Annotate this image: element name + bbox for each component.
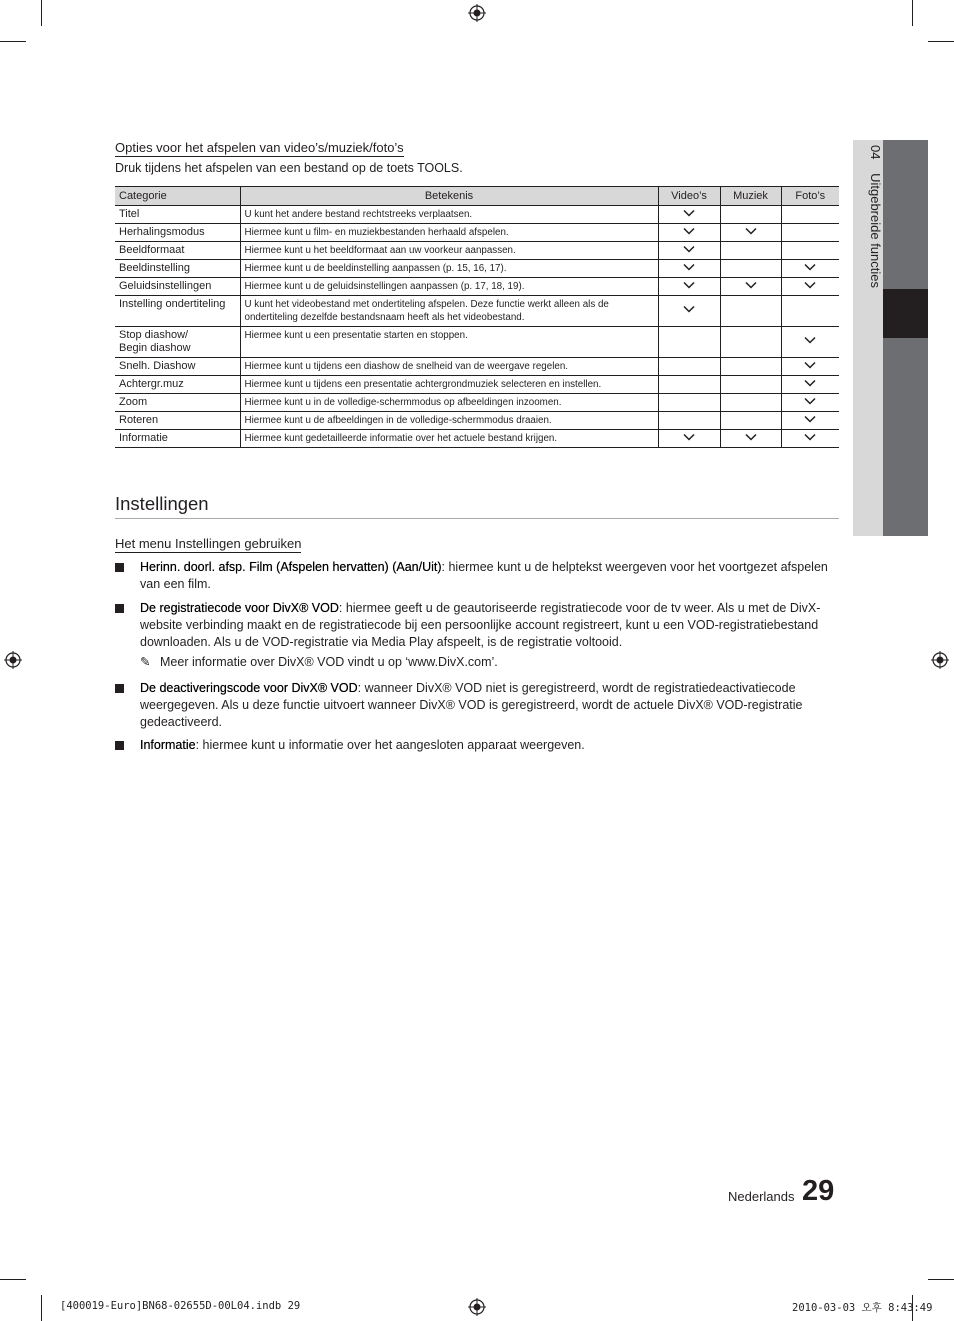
table-row [115,296,839,327]
list-item [115,600,839,651]
cell-photos [781,358,839,376]
check-icon [804,413,816,425]
cell-meaning: Hiermee kunt u de afbeeldingen in de volledige-schermmodus draaien. [240,412,658,430]
print-slug-date: 2010-03-03 오후 8:43:49 [792,1302,933,1314]
cell-category: Titel [115,206,240,224]
bullet-term: Informatie [140,738,196,752]
table-header-row [115,187,839,206]
list-item [115,559,839,593]
chapter-title: Uitgebreide functies [868,173,883,288]
cell-videos [658,394,720,412]
check-icon [683,303,695,315]
column-header-music: Muziek [720,187,781,206]
cell-videos [658,358,720,376]
check-icon [745,431,757,443]
cell-meaning: Hiermee kunt u een presentatie starten en stoppen. [240,327,658,358]
bullet-square-icon [115,684,124,693]
cell-meaning: U kunt het videobestand met ondertiteling afspelen. Deze functie werkt alleen als de ondertiteling dezelfde bestandsnaam heeft als het videobestand. [240,296,658,327]
pencil-note-icon: ✎ [140,655,151,669]
bullet-square-icon [115,563,124,572]
cell-photos [781,430,839,448]
options-table [115,186,839,448]
crop-mark [0,1279,26,1280]
cell-category: Beeldinstelling [115,260,240,278]
bullet-text: : hiermee kunt u informatie over het aangesloten apparaat weergeven. [195,738,585,752]
cell-music [720,242,781,260]
cell-photos [781,412,839,430]
cell-music [720,376,781,394]
cell-videos [658,224,720,242]
cell-category: Stop diashow/ Begin diashow [115,327,240,358]
bullet-text: : hiermee kunt u de helptekst weergeven voor het voortgezet afspelen van een film. [140,560,828,591]
cell-videos [658,412,720,430]
cell-category: Roteren [115,412,240,430]
cell-category: Herhalingsmodus [115,224,240,242]
cell-music [720,206,781,224]
check-icon [683,225,695,237]
table-row [115,206,839,224]
cell-photos [781,278,839,296]
settings-title: Instellingen [115,493,839,519]
cell-category: Instelling ondertiteling [115,296,240,327]
cell-music [720,224,781,242]
column-header-meaning: Betekenis [240,187,658,206]
check-icon [804,431,816,443]
cell-music [720,260,781,278]
cell-meaning: Hiermee kunt u de geluidsinstellingen aanpassen (p. 17, 18, 19). [240,278,658,296]
cell-meaning: Hiermee kunt u film- en muziekbestanden herhaald afspelen. [240,224,658,242]
table-row [115,358,839,376]
cell-music [720,327,781,358]
list-item [115,737,839,754]
list-item [115,680,839,731]
cell-videos [658,430,720,448]
table-row [115,430,839,448]
column-header-category: Categorie [115,187,240,206]
crop-mark [41,1295,42,1321]
settings-subheading: Het menu Instellingen gebruiken [115,536,302,551]
cell-music [720,278,781,296]
crop-mark [928,1279,954,1280]
column-header-photos: Foto’s [781,187,839,206]
table-row [115,242,839,260]
cell-photos [781,376,839,394]
table-row [115,224,839,242]
cell-music [720,394,781,412]
cell-photos [781,296,839,327]
cell-photos [781,242,839,260]
cell-videos [658,260,720,278]
crop-mark [41,0,42,26]
check-icon [804,395,816,407]
print-slug-file: [400019-Euro]BN68-02655D-00L04.indb 29 [60,1300,301,1312]
cell-photos [781,206,839,224]
check-icon [683,243,695,255]
crop-mark [928,41,954,42]
check-icon [804,334,816,346]
cell-photos [781,260,839,278]
table-row [115,394,839,412]
cell-photos [781,394,839,412]
check-icon [804,377,816,389]
cell-videos [658,327,720,358]
registration-mark-icon [931,651,949,669]
check-icon [683,279,695,291]
bullet-term: Herinn. doorl. afsp. Film (Afspelen hervatten) (Aan/Uit) [140,560,442,574]
registration-mark-icon [468,4,486,22]
table-row [115,278,839,296]
check-icon [683,431,695,443]
chapter-tab-dark [883,140,928,536]
cell-category: Informatie [115,430,240,448]
check-icon [683,207,695,219]
table-row [115,376,839,394]
cell-category: Achtergr.muz [115,376,240,394]
cell-music [720,412,781,430]
registration-mark-icon [4,651,22,669]
options-heading: Opties voor het afspelen van video’s/muziek/foto’s [115,140,404,155]
chapter-tab-marker [883,289,928,338]
bullet-term: De deactiveringscode voor DivX® VOD [140,681,358,695]
crop-mark [912,0,913,26]
crop-mark [0,41,26,42]
bullet-square-icon [115,604,124,613]
cell-category: Beeldformaat [115,242,240,260]
cell-meaning: U kunt het andere bestand rechtstreeks verplaatsen. [240,206,658,224]
check-icon [804,359,816,371]
cell-music [720,430,781,448]
cell-videos [658,296,720,327]
check-icon [683,261,695,273]
note [140,654,498,669]
cell-photos [781,327,839,358]
tools-key: TOOLS [417,161,460,175]
cell-category: Snelh. Diashow [115,358,240,376]
chapter-tab-label [868,145,883,288]
options-intro [115,161,463,175]
check-icon [745,279,757,291]
registration-mark-icon [468,1298,486,1316]
bullet-square-icon [115,741,124,750]
intro-suffix: . [459,161,463,175]
cell-music [720,358,781,376]
footer-language: Nederlands [728,1189,795,1204]
cell-photos [781,224,839,242]
check-icon [745,225,757,237]
page-number: 29 [802,1175,835,1207]
cell-meaning: Hiermee kunt u tijdens een presentatie achtergrondmuziek selecteren en instellen. [240,376,658,394]
cell-meaning: Hiermee kunt u het beeldformaat aan uw voorkeur aanpassen. [240,242,658,260]
table-row [115,412,839,430]
check-icon [804,261,816,273]
table-row [115,260,839,278]
cell-category: Zoom [115,394,240,412]
cell-music [720,296,781,327]
cell-videos [658,376,720,394]
intro-text: Druk tijdens het afspelen van een bestand op de toets [115,161,418,175]
bullet-text: : hiermee geeft u de geautoriseerde registratiecode voor de tv weer. Als u met de DivX-website verbinding maakt en de registratiecode bij een persoonlijke account registreert, kunt u een VOD-registratiebestand downloaden. Als u de VOD-registratie via Media Play afspeelt, is de registratie voltooid. [140,601,821,649]
chapter-number: 04 [868,145,883,160]
note-text: Meer informatie over DivX® VOD vindt u op ‘www.DivX.com’. [160,655,498,669]
cell-videos [658,242,720,260]
table-row [115,327,839,358]
cell-meaning: Hiermee kunt u in de volledige-schermmodus op afbeeldingen inzoomen. [240,394,658,412]
bullet-text: : wanneer DivX® VOD niet is geregistreerd, wordt de registratiedeactivatiecode weergegeven. Als u deze functie uitvoert wanneer DivX® VOD is geregistreerd, wordt de actuele DivX® VOD-registratie gedeactiveerd. [140,681,803,729]
cell-meaning: Hiermee kunt gedetailleerde informatie over het actuele bestand krijgen. [240,430,658,448]
cell-videos [658,278,720,296]
check-icon [804,279,816,291]
cell-videos [658,206,720,224]
cell-meaning: Hiermee kunt u tijdens een diashow de snelheid van de weergave regelen. [240,358,658,376]
column-header-videos: Video’s [658,187,720,206]
cell-category: Geluidsinstellingen [115,278,240,296]
cell-meaning: Hiermee kunt u de beeldinstelling aanpassen (p. 15, 16, 17). [240,260,658,278]
bullet-term: De registratiecode voor DivX® VOD [140,601,339,615]
